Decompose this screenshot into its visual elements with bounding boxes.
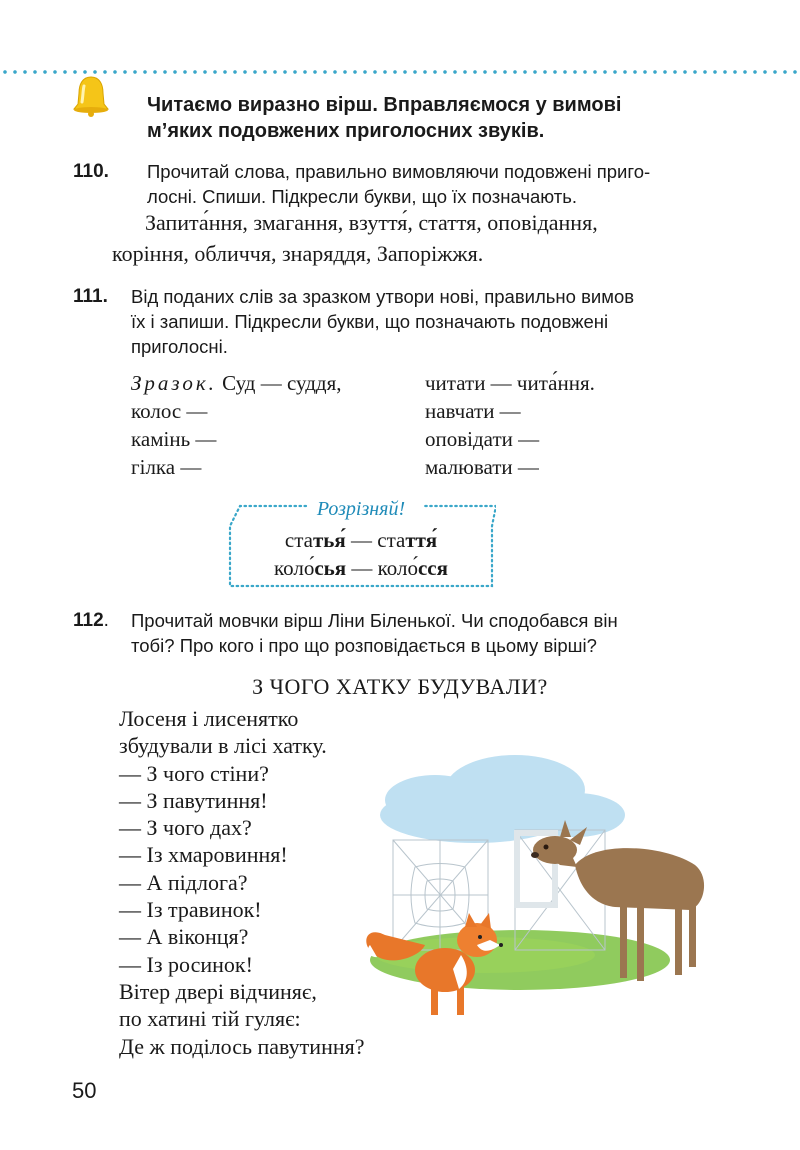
heading-line-1: Читаємо виразно вірш. Вправляємося у вимові [147,94,622,116]
example-right-column [425,369,595,481]
poem-line: Лосеня і лисенятко [119,706,299,731]
poem-line: Де ж поділось павутиння? [119,1033,365,1059]
task-111-text [131,284,732,359]
task-110-number: 110. [73,161,109,182]
exercise-word: навчати — [425,399,521,423]
task-110-text [147,159,732,209]
heading-line-2: м’яких подовжених приголосних звуків. [147,120,545,142]
poem-line: Вітер двері відчиняє, [119,978,317,1004]
task-112-text [131,608,732,658]
lesson-heading [147,92,747,144]
example-left-column [131,369,342,481]
task-110-words [112,207,732,269]
task-111-line-3: приголосні. [131,336,228,357]
task-112-line-2: тобі? Про кого і про що розповідається в цьому вірші? [131,635,597,656]
task-111-line-2: їх і запиши. Підкресли букви, що позначають подовжені [131,311,609,332]
poem-title: З ЧОГО ХАТКУ БУДУВАЛИ? [252,674,548,699]
dotted-divider [0,70,800,74]
poem-line: — Із травинок! [119,897,262,923]
exercise-word: камінь — [131,427,217,451]
distinguish-row-1: статья́ — стаття́ [284,528,438,552]
task-110-line-2: лосні. Спиши. Підкресли букви, що їх позначають. [147,186,577,207]
poem [119,705,365,1060]
poem-line: — З чого дах? [119,815,252,841]
distinguish-box [226,498,496,593]
poem-line: — А підлога? [119,869,248,895]
poem-line: — А віконця? [119,924,249,950]
exercise-word: колос — [131,399,208,423]
sample-label: Зразок. [131,371,217,395]
poem-line: — З чого стіни? [119,760,269,786]
task-112-line-1: Прочитай мовчки вірш Ліни Біленької. Чи сподобався він [131,610,618,631]
bell-icon [70,74,112,118]
poem-line: — З павутиння! [119,787,268,813]
sample-left: Суд — суддя, [222,371,342,395]
task-110-line-1: Прочитай слова, правильно вимовляючи подовжені приго- [147,161,651,182]
task-111-line-1: Від поданих слів за зразком утвори нові, правильно вимов [131,286,635,307]
words-line-1: Запита́ння, змагання, взуття́, стаття, оповідання, [145,210,598,235]
exercise-word: гілка — [131,455,202,479]
page-number: 50 [72,1078,97,1103]
poem-line: збудували в лісі хатку. [119,733,327,759]
poem-line: по хатині тій гуляє: [119,1006,301,1032]
exercise-word: малювати — [425,455,539,479]
poem-line: — Із росинок! [119,951,253,977]
exercise-word: оповідати — [425,427,540,451]
task-111-number: 111. [73,286,108,307]
poem-illustration [365,745,735,1035]
task-112-number: 112. [73,610,109,631]
distinguish-row-2: коло́сья — коло́сся [274,556,448,580]
words-line-2: коріння, обличчя, знаряддя, Запоріжжя. [112,241,484,266]
sample-right: читати — чита́ння. [425,371,595,395]
distinguish-title: Розрізняй! [316,498,406,520]
sample-row [131,369,342,397]
poem-line: — Із хмаровиння! [119,842,288,868]
